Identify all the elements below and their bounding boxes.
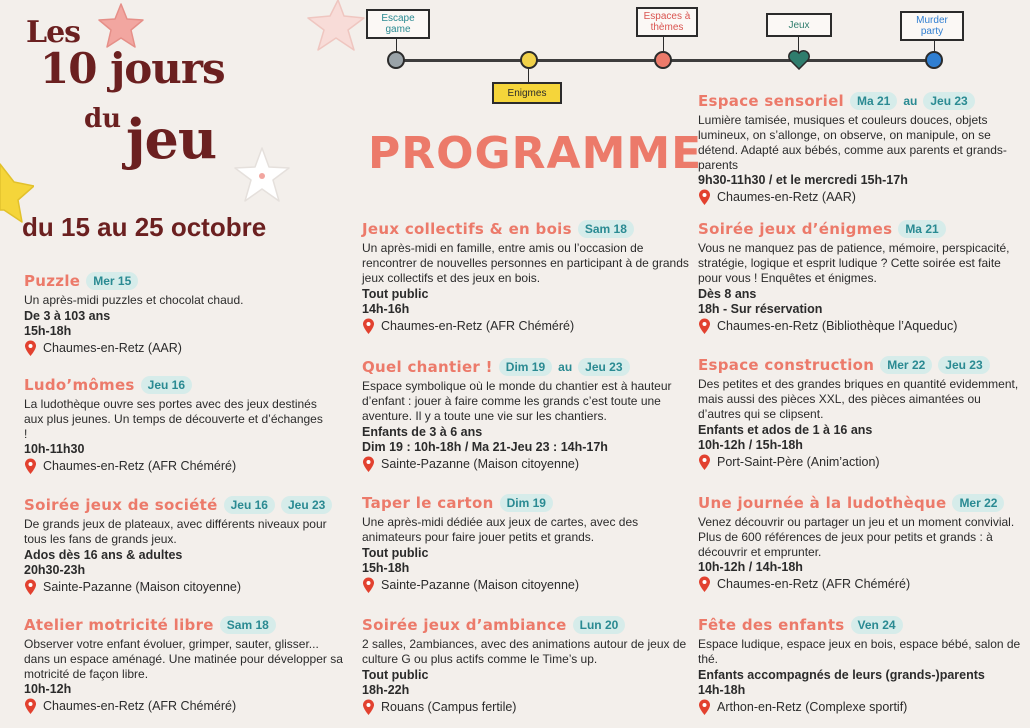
event-time: 20h30-23h [24, 563, 86, 577]
location-pin-icon [24, 698, 37, 715]
event-title: Puzzle [24, 271, 81, 290]
event-time: 10h-12h [24, 682, 72, 696]
date-badge: Lun 20 [573, 616, 626, 634]
event-enigmes [698, 218, 1024, 335]
timeline-dot-murder [925, 51, 943, 69]
star-decoration-pink [298, 0, 368, 60]
event-location: Chaumes-en-Retz (AAR) [43, 341, 182, 355]
event-description: Une après-midi dédiée aux jeux de cartes, avec des animateurs pour faire jouer petits et grands. [362, 515, 639, 544]
event-description: La ludothèque ouvre ses portes avec des jeux destinés aux plus jeunes. Un temps de découverte et d’échanges ! [24, 397, 323, 441]
event-location: Port-Saint-Père (Anim’action) [717, 455, 880, 469]
event-time: 9h30-11h30 / et le mercredi 15h-17h [698, 173, 908, 187]
date-separator: au [903, 93, 918, 108]
event-description: Des petites et des grandes briques en quantité evidemment, mais aussi des pièces XXL, des pièces aimantées ou d’autres qui se clipsent. [698, 377, 1019, 421]
event-title: Soirée jeux d’ambiance [362, 615, 567, 634]
event-description: 2 salles, 2ambiances, avec des animations autour de jeux de culture G ou plus actifs comme le Time’s up. [362, 637, 687, 666]
event-location: Chaumes-en-Retz (Bibliothèque l’Aqueduc) [717, 319, 958, 333]
event-time: 10h-12h / 14h-18h [698, 560, 803, 574]
location-pin-icon [362, 699, 375, 716]
event-location: Chaumes-en-Retz (AAR) [717, 190, 856, 204]
event-title: Une journée à la ludothèque [698, 493, 947, 512]
timeline-string [528, 68, 529, 82]
event-description: Lumière tamisée, musiques et couleurs douces, objets lumineux, on s’allonge, on observe, on manipule, on se détend. Adapté aux bébés, comme aux parents et grands-parents [698, 113, 1007, 172]
event-description: Espace symbolique où le monde du chantier est à hauteur d’enfant : jouer à faire comme les grands c’est toute une aventure. Il y a toute une vie sur les chantiers. [362, 379, 672, 423]
event-location: Sainte-Pazanne (Maison citoyenne) [43, 580, 242, 594]
event-time: 10h-12h / 15h-18h [698, 438, 803, 452]
date-badge: Jeu 16 [224, 496, 275, 514]
timeline-label-enigmes: Enigmes [492, 82, 562, 104]
event-carton [362, 492, 692, 594]
title-les: Les [26, 15, 81, 50]
date-badge: Dim 19 [499, 358, 552, 376]
event-audience: De 3 à 103 ans [24, 309, 111, 323]
event-time: 18h - Sur réservation [698, 302, 823, 316]
event-ambiance [362, 614, 692, 716]
event-description: Espace ludique, espace jeux en bois, espace bébé, salon de thé. [698, 637, 1021, 666]
event-time: 10h-11h30 [24, 442, 85, 456]
event-location: Sainte-Pazanne (Maison citoyenne) [381, 457, 580, 471]
event-title: Quel chantier ! [362, 357, 493, 376]
event-location: Chaumes-en-Retz (AFR Chéméré) [43, 459, 237, 473]
date-badge: Jeu 16 [141, 376, 192, 394]
event-audience: Tout public [362, 546, 429, 560]
event-audience: Ados dès 16 ans & adultes [24, 548, 183, 562]
timeline-dot-escape-game [387, 51, 405, 69]
date-badge: Jeu 23 [281, 496, 332, 514]
title-du: du [84, 104, 122, 134]
event-title: Jeux collectifs & en bois [362, 219, 572, 238]
event-sensoriel [698, 90, 1024, 206]
event-chantier [362, 356, 692, 473]
date-badge: Sam 18 [220, 616, 276, 634]
event-time: 18h-22h [362, 683, 410, 697]
date-badge: Sam 18 [578, 220, 634, 238]
event-location: Rouans (Campus fertile) [381, 700, 517, 714]
event-description: Venez découvrir ou partager un jeu et un moment convivial. Plus de 600 références de jeux pour petits et grands : à découvrir et emprunter. [698, 515, 1015, 559]
event-audience: Tout public [362, 287, 429, 301]
event-title: Soirée jeux de société [24, 495, 218, 514]
event-time: 15h-18h [362, 561, 410, 575]
event-title: Espace construction [698, 355, 875, 374]
title-10-jours: 10 jours [40, 44, 225, 93]
event-title: Atelier motricité libre [24, 615, 214, 634]
timeline-label-jeux: Jeux [766, 13, 832, 37]
event-location: Sainte-Pazanne (Maison citoyenne) [381, 578, 580, 592]
date-badge: Ma 21 [850, 92, 897, 110]
event-location: Chaumes-en-Retz (AFR Chéméré) [717, 577, 911, 591]
event-time: 14h-18h [698, 683, 746, 697]
date-badge: Jeu 23 [923, 92, 974, 110]
event-audience: Enfants et ados de 1 à 16 ans [698, 423, 873, 437]
event-audience: Enfants de 3 à 6 ans [362, 425, 483, 439]
event-ludotheque [698, 492, 1024, 593]
event-description: Vous ne manquez pas de patience, mémoire, perspicacité, stratégie, logique et esprit ludique ? Cette soirée est faite pour vous ! Enquêtes et énigmes. [698, 241, 1010, 285]
event-time: 14h-16h [362, 302, 410, 316]
location-pin-icon [698, 189, 711, 206]
event-audience: Dès 8 ans [698, 287, 757, 301]
date-badge: Jeu 23 [578, 358, 629, 376]
event-audience: Tout public [362, 668, 429, 682]
event-ludomomes [24, 374, 324, 475]
date-badge: Mer 15 [86, 272, 138, 290]
title-jeu: jeu [126, 107, 217, 171]
location-pin-icon [24, 458, 37, 475]
event-description: De grands jeux de plateaux, avec différents niveaux pour tous les fans de grands jeux. [24, 517, 327, 546]
event-societe [24, 494, 354, 596]
event-dates: du 15 au 25 octobre [22, 212, 267, 242]
date-separator: au [558, 359, 573, 374]
location-pin-icon [362, 456, 375, 473]
location-pin-icon [698, 576, 711, 593]
event-description: Un après-midi puzzles et chocolat chaud. [24, 293, 244, 307]
location-pin-icon [362, 577, 375, 594]
location-pin-icon [24, 579, 37, 596]
event-location: Chaumes-en-Retz (AFR Chéméré) [381, 319, 575, 333]
event-title: Espace sensoriel [698, 91, 844, 110]
event-time: 15h-18h [24, 324, 72, 338]
event-location: Chaumes-en-Retz (AFR Chéméré) [43, 699, 237, 713]
event-location: Arthon-en-Retz (Complexe sportif) [717, 700, 908, 714]
timeline-heart-jeux [788, 50, 810, 70]
date-badge: Ma 21 [898, 220, 945, 238]
timeline-label-espaces: Espaces à thèmes [636, 7, 698, 37]
event-collectifs [362, 218, 692, 335]
date-badge: Dim 19 [500, 494, 553, 512]
location-pin-icon [698, 318, 711, 335]
date-badge: Mer 22 [952, 494, 1004, 512]
programme-heading: PROGRAMME [368, 128, 703, 179]
event-title: Taper le carton [362, 493, 494, 512]
main-title [22, 8, 302, 208]
timeline-dot-espaces [654, 51, 672, 69]
event-audience: Enfants accompagnés de leurs (grands-)parents [698, 668, 985, 682]
timeline-string [663, 36, 664, 52]
location-pin-icon [24, 340, 37, 357]
event-title: Ludo’mômes [24, 375, 135, 394]
timeline-label-murder: Murder party [900, 11, 964, 41]
timeline-label-escape-game: Escape game [366, 9, 430, 39]
event-motricite [24, 614, 344, 715]
event-puzzle [24, 270, 324, 357]
event-construction [698, 354, 1024, 471]
timeline-dot-enigmes [520, 51, 538, 69]
event-title: Soirée jeux d’énigmes [698, 219, 893, 238]
date-badge: Jeu 23 [938, 356, 989, 374]
event-description: Un après-midi en famille, entre amis ou l’occasion de rencontrer de nouvelles personnes en participant à de grands jeux collectifs et des jeux en bois. [362, 241, 689, 285]
event-title: Fête des enfants [698, 615, 845, 634]
event-time: Dim 19 : 10h-18h / Ma 21-Jeu 23 : 14h-17h [362, 440, 608, 454]
date-badge: Ven 24 [851, 616, 903, 634]
location-pin-icon [698, 699, 711, 716]
location-pin-icon [362, 318, 375, 335]
event-description: Observer votre enfant évoluer, grimper, sauter, glisser... dans un espace aménagé. Une matinée pour développer sa motricité de façon libre. [24, 637, 343, 681]
date-badge: Mer 22 [880, 356, 932, 374]
event-fete [698, 614, 1024, 716]
location-pin-icon [698, 454, 711, 471]
